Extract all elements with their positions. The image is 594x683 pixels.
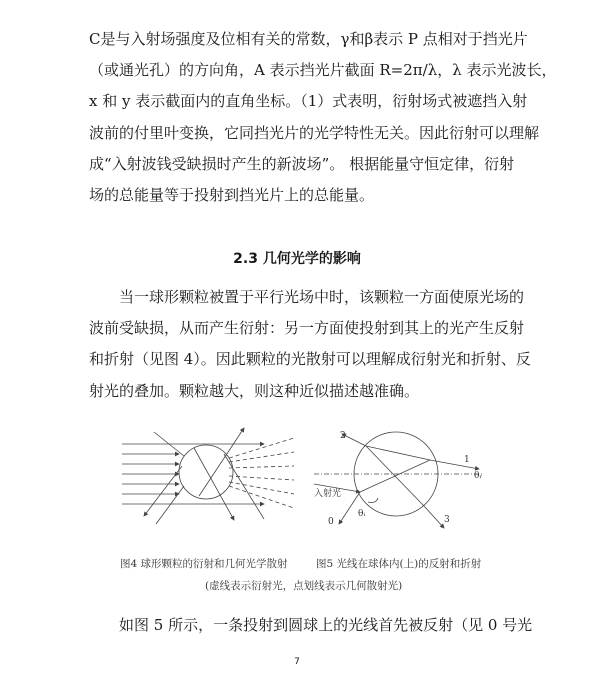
text-line: 当一球形颗粒被置于平行光场中时，该颗粒一方面使原光场的 [119, 288, 525, 306]
paragraph-2 [89, 282, 531, 407]
figures-4-5 [114, 424, 494, 549]
text-line: 成“入射波钱受缺损时产生的新波场”。 根据能量守恒定律，衍射 [89, 154, 515, 173]
label-theta-i: θᵢ [358, 509, 366, 519]
text-line: 波前的付里叶变换，它同挡光片的光学特性无关。因此衍射可以理解 [89, 123, 540, 142]
figure-4-caption: 图4 球形颗粒的衍射和几何光学散射 [120, 558, 288, 570]
text-line: x 和 y 表示截面内的直角坐标。（1）式表明，衍射场式被遮挡入射 [89, 92, 528, 111]
text-line: 如图 5 所示，一条投射到圆球上的光线首先被反射（见 0 号光 [119, 616, 533, 634]
figure-5-diagram [314, 432, 484, 528]
label-ray-1: 1 [464, 455, 470, 465]
label-ray-3: 3 [444, 515, 450, 525]
particle-circle [179, 445, 233, 499]
text-line: 射光的叠加。颗粒越大，则这种近似描述越准确。 [89, 381, 420, 400]
section-heading: 2.3 几何光学的影响 [233, 251, 361, 267]
text-line: （或通光孔）的方向角，A 表示挡光片截面 R=2π/λ，λ 表示光波长， [89, 61, 557, 80]
label-incident: 入射光 [314, 489, 342, 499]
label-ray-2: 2 [340, 431, 346, 441]
text-line: C是与入射场强度及位相有关的常数，γ和β表示 P 点相对于挡光片 [89, 30, 528, 48]
text-line: 场的总能量等于投射到挡光片上的总能量。 [89, 186, 375, 205]
text-line: 和折射（见图 4）。因此颗粒的光散射可以理解成衍射光和折射、反 [89, 350, 531, 369]
label-ray-0: 0 [328, 517, 334, 527]
paragraph-3 [89, 610, 533, 641]
caption-note: (虚线表示衍射光，点划线表示几何散射光) [205, 580, 403, 592]
text-line: 波前受缺损，从而产生衍射：另一方面使投射到其上的光产生反射 [89, 319, 525, 338]
figure-5-caption: 图5 光线在球体内(上)的反射和折射 [316, 558, 482, 570]
page-number: 7 [294, 657, 300, 667]
label-theta-r: θᵣ [474, 471, 483, 481]
figure-4-diagram [122, 428, 294, 524]
paragraph-1 [89, 24, 557, 211]
